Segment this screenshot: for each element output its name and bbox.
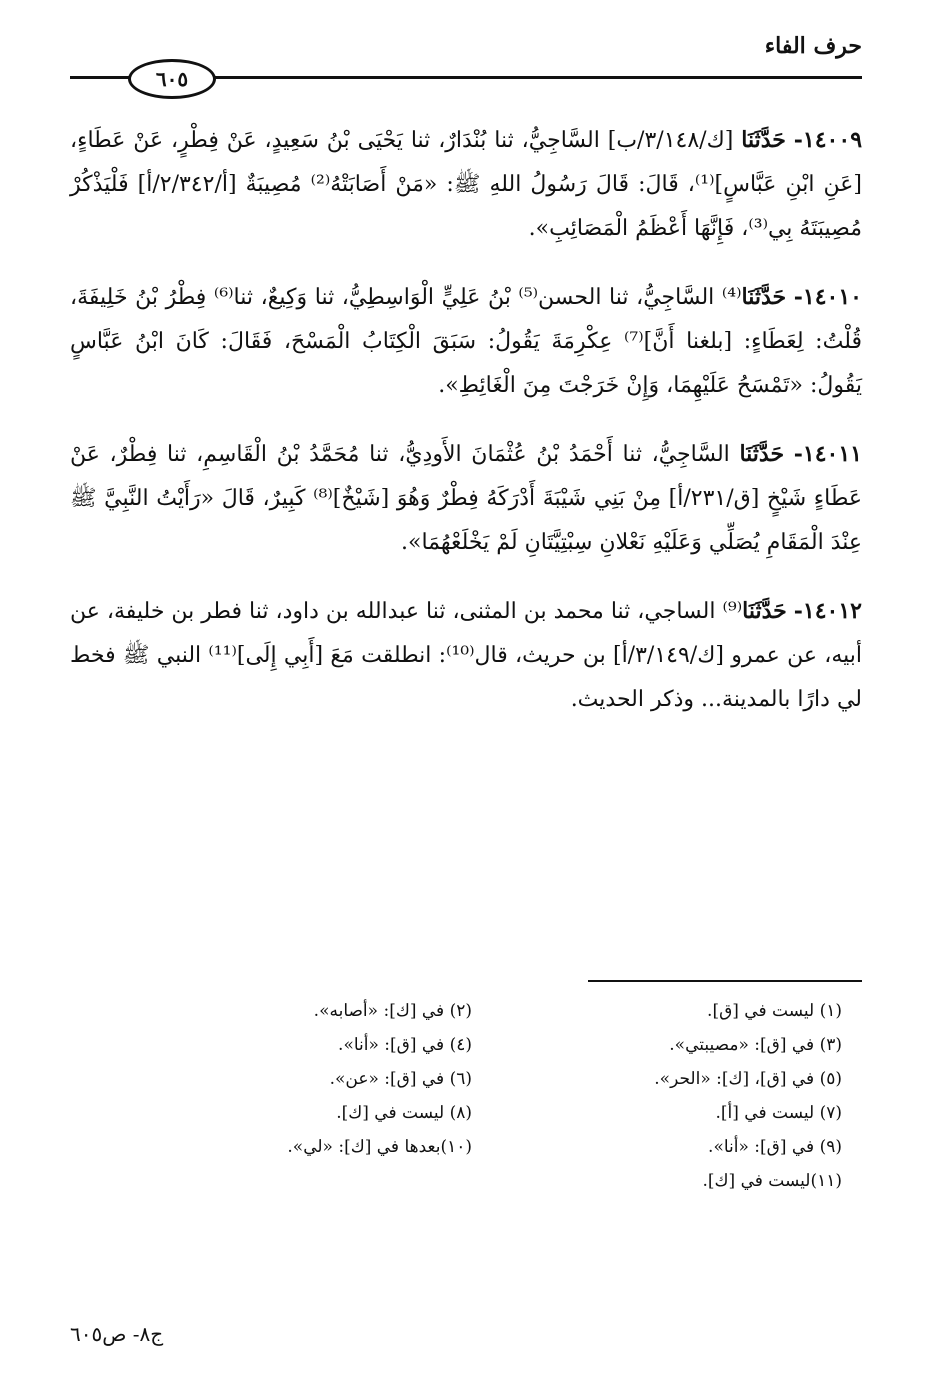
hadith-14010 [70,275,862,408]
hadith-text: [ك/٣/١٤٨/ب] السَّاجِيُّ، ثنا بُنْدَارٌ، ثنا يَحْيَى بْنُ سَعِيدٍ، عَنْ فِطْرٍ، عَنْ عَطَاءٍ، [عَنِ ابْنِ عَبَّاسٍ]⁽¹⁾، قَالَ: قَالَ رَسُولُ اللهِ ﷺ: «مَنْ أَصَابَتْهُ⁽²⁾ مُصِيبَةٌ [أ/٢/٣٤٢/أ] فَلْيَذْكُرْ مُصِيبَتَهُ بِي⁽³⁾، فَإِنَّهَا أَعْظَمُ الْمَصَائِبِ». [70,128,862,241]
hadith-number: ١٤٠٠٩- [793,127,863,153]
footnote-rule [588,980,862,982]
main-text [70,118,862,746]
hadith-14011 [70,432,862,565]
footnote-4: (٤) في [ق]: «أنا». [338,1035,472,1055]
footnote-11: (١١)ليست في [ك]. [702,1171,842,1191]
hadith-14009 [70,118,862,251]
footnote-10: (١٠)بعدها في [ك]: «لي». [287,1137,472,1157]
footnote-7: (٧) ليست في [أ]. [715,1103,842,1123]
hadith-text: السَّاجِيُّ، ثنا أَحْمَدُ بْنُ عُثْمَانَ الأَودِيُّ، ثنا مُحَمَّدُ بْنُ الْقَاسِمِ، ثنا فِطْرٌ، عَنْ عَطَاءٍ شَيْخٍ [ق/٢٣١/أ] مِنْ بَنِي شَيْبَةَ أَدْرَكَهُ فِطْرٌ وَهُوَ [شَيْخٌ]⁽⁸⁾ كَبِيرٌ، قَالَ «رَأَيْتُ النَّبِيَّ ﷺ عِنْدَ الْمَقَامِ يُصَلِّي وَعَلَيْهِ نَعْلانِ سِبْتِيَّتَانِ لَمْ يَخْلَعْهُمَا». [70,442,862,555]
hadith-keyword: حَدَّثَنَا [741,284,787,310]
hadith-keyword: حَدَّثَنَا [742,598,787,624]
hadith-number: ١٤٠١٠- [793,284,862,310]
hadith-text: ⁽⁹⁾ الساجي، ثنا محمد بن المثنى، ثنا عبدالله بن داود، ثنا فطر بن خليفة، عن أبيه، عن عمرو [ك/٣/١٤٩/أ] بن حريث، قال⁽¹⁰⁾: انطلقت مَعَ [أَبِي إِلَى]⁽¹¹⁾ النبي ﷺ فخط لي دارًا بالمدينة... وذكر الحديث. [70,599,862,712]
page-footer: ج٨- ص٦٠٥ [70,1322,164,1346]
hadith-14012 [70,589,862,722]
footnote-1: (١) ليست في [ق]. [707,1001,842,1021]
page-number: ٦٠٥ [128,59,216,99]
footnote-6: (٦) في [ق]: «عن». [329,1069,472,1089]
hadith-keyword: حَدَّثَنَا [741,127,786,153]
hadith-keyword: حَدَّثَنَا [739,441,785,467]
hadith-text: ⁽⁴⁾ السَّاجِيُّ، ثنا الحسن⁽⁵⁾ بْنُ عَلِيٍّ الْوَاسِطِيُّ، ثنا وَكِيعٌ، ثنا⁽⁶⁾ فِطْرُ بْنُ خَلِيفَةَ، قُلْتُ: لِعَطَاءٍ: [بلغنا أَنَّ]⁽⁷⁾ عِكْرِمَةَ يَقُولُ: سَبَقَ الْكِتَابُ الْمَسْحَ، فَقَالَ: كَانَ ابْنُ عَبَّاسٍ يَقُولُ: «تَمْسَحُ عَلَيْهِمَا، وَإِنْ خَرَجْتَ مِنَ الْغَائِطِ». [70,285,862,398]
hadith-number: ١٤٠١١- [793,441,862,467]
footnote-5: (٥) في [ق]، [ك]: «الحر». [654,1069,842,1089]
footnote-3: (٣) في [ق]: «مصيبتي». [669,1035,842,1055]
footnote-8: (٨) ليست في [ك]. [336,1103,472,1123]
footnote-9: (٩) في [ق]: «أنا». [708,1137,842,1157]
footnotes [142,994,842,1198]
hadith-number: ١٤٠١٢- [793,598,862,624]
chapter-title: حرف الفاء [764,33,862,59]
footnote-2: (٢) في [ك]: «أصابه». [313,1001,472,1021]
